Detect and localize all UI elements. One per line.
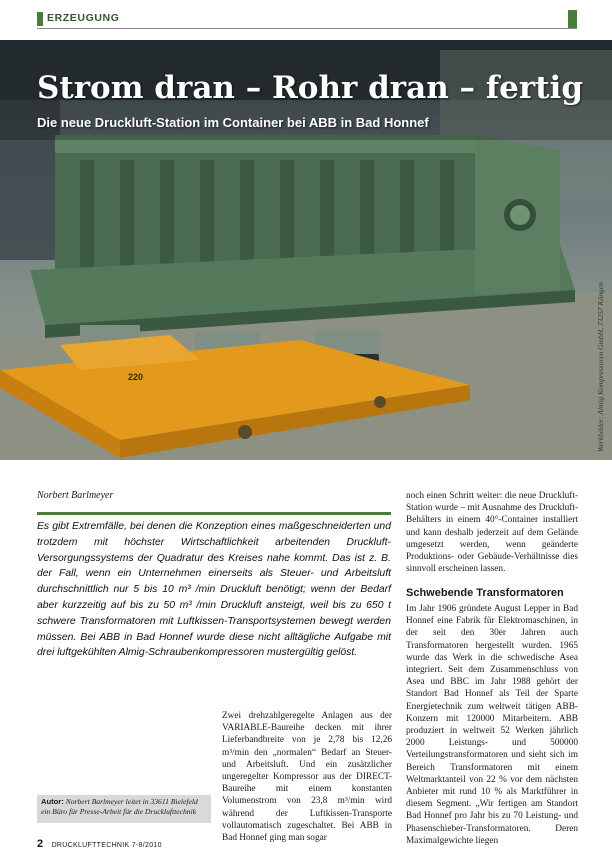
article-lead: Es gibt Extremfälle, bei denen die Konzeption eines maßgeschneiderten und trotzdem mit höchster Wirtschaftlichkeit arbeitenden Druckluft-Versorgungssystems der Quadratur des Kreises nahe kommt. Das ist z. B. der Fall, wenn ein Unternehmen einerseits als Steuer- und Arbeitsluft durchschnittlich nur 5 bis 10 m³ /min Druckluft benötigt; wenn der Bedarf aber kurzzeitig auf bis zu 50 m³ /min Druckluft ansteigt, weil bis zu 650 t schwere Transformatoren mit Luftkissen-Transportsystemen bewegt werden müssen. Bei ABB in Bad Honnef wurde diese nicht alltägliche Aufgabe mit drei luftgekühlten Almig-Schraubenkompressoren mustergültig gelöst. [37, 521, 391, 659]
journal-name: DRUCKLUFTTECHNIK 7-8/2010 [51, 842, 162, 849]
section-accent-block [37, 12, 43, 26]
section-header [37, 10, 577, 29]
photo-credit: Werkbilder: Almig Kompressoren GmbH, 73257 Köngen [596, 282, 605, 452]
page-footer [37, 834, 162, 848]
lead-divider [37, 512, 391, 515]
platform-number: 220 [128, 372, 144, 382]
page-number: 2 [37, 838, 44, 850]
body-column-2: Zwei drehzahlgeregelte Anlagen aus der VARIABLE-Baureihe decken mit ihrer Lieferbandbreite von je 2,78 bis 12,26 m³/min den „normalen“ Bedarf an Steuer- und Arbeitsluft. Und ein zusätzlicher ungeregelter Kompressor aus der DIRECT-Baureihe mit einem konstanten Volumenstrom von 23,8 m³/min wird während der Luftkissen-Transporte vollautomatisch zugeschaltet. Bei ABB in Bad Honnef ging man sogar [222, 711, 392, 844]
subheading: Schwebende Transformatoren [406, 587, 564, 599]
author-box-label: Autor: [41, 797, 64, 806]
article-author: Norbert Barlmeyer [37, 490, 114, 501]
body-column-3: Im Jahr 1906 gründete August Lepper in Bad Honnef eine Fabrik für Elektromaschinen, in der seit den 30er Jahren auch Transformatoren hergestellt wurden. 1965 wurde das Werk in die schwedische Asea integriert. Seit dem Zusammenschluss von Asea und BBC im Jahr 1988 gehört der Standort Bad Honnef als Teil der Sparte Energietechnik zum weltweit tätigen ABB-Konzern mit 120000 Mitarbeitern. ABB produziert in weltweit 52 Werken jährlich 2000 Leistungs- und 500000 Verteilungstransformatoren und sieht sich im Bereich Transformatoren mit einem Weltmarktanteil von 22 % vor dem nächsten Anbieter mit rund 10 % als Marktführer in diesem Segment. „Wir fertigen am Standort Bad Honnef pro Jahr bis zu 70 Leistung- und Phasenschieber-Transformatoren. Deren Maximalgewichte liegen [406, 604, 578, 846]
article-subtitle: Die neue Druckluft-Station im Container bei ABB in Bad Honnef [37, 115, 429, 130]
body-column-3-top: noch einen Schritt weiter: die neue Druckluft-Station wurde – mit Ausnahme des Druckluft-Behälters in einem 40°-Container installiert und kann deshalb jederzeit auf dem Gelände umgesetzt werden, wenn geänderte Produktions- oder Gebäude-Verhältnisse dies sinnvoll erscheinen lassen. [406, 491, 578, 575]
author-info-box [37, 795, 211, 823]
author-box-text: Norbert Barlmeyer leitet in 33611 Bielefeld ein Büro für Presse-Arbeit für die Drucklufttechnik [41, 797, 198, 816]
article-title: Strom dran – Rohr dran – fertig [37, 70, 584, 106]
section-label: ERZEUGUNG [47, 12, 120, 24]
section-corner-block [568, 10, 577, 28]
